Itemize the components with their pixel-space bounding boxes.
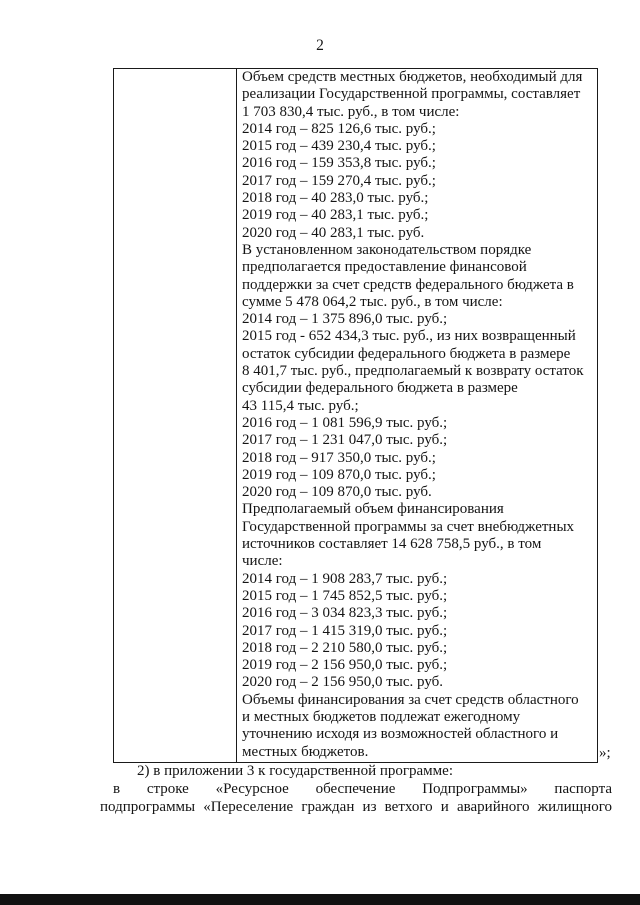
closing-quote: »; [599, 745, 611, 761]
table-text-line: остаток субсидии федерального бюджета в размере [242, 345, 571, 362]
table-right-cell [237, 69, 597, 762]
table-text-line: поддержки за счет средств федерального бюджета в [242, 276, 574, 293]
table-text-line: 2018 год – 40 283,0 тыс. руб.; [242, 190, 429, 207]
table-text-line: 2020 год – 2 156 950,0 тыс. руб. [242, 674, 444, 691]
table-left-cell-empty [114, 69, 237, 762]
table-text-line: Объемы финансирования за счет средств областного [242, 691, 579, 708]
after-table-text [100, 763, 612, 816]
table-text-line: 2019 год – 40 283,1 тыс. руб.; [242, 207, 429, 224]
table-text-line: 2016 год – 1 081 596,9 тыс. руб.; [242, 414, 448, 431]
table-text-line: 2014 год – 1 375 896,0 тыс. руб.; [242, 311, 448, 328]
page-number: 2 [316, 37, 324, 54]
table-text-line: 2015 год - 652 434,3 тыс. руб., из них возвращенный [242, 328, 576, 345]
table-text-line: Объем средств местных бюджетов, необходимый для [242, 69, 583, 85]
table-text-line: уточнению исходя из возможностей областного и [242, 726, 559, 743]
table-text-line: 43 115,4 тыс. руб.; [242, 397, 359, 414]
table-text-line: 2018 год – 2 210 580,0 тыс. руб.; [242, 639, 448, 656]
table-text-line: 2017 год – 159 270,4 тыс. руб.; [242, 172, 436, 189]
table-text-line: 2015 год – 439 230,4 тыс. руб.; [242, 138, 436, 155]
table-text-line: 2017 год – 1 415 319,0 тыс. руб.; [242, 622, 448, 639]
table-text-line: реализации Государственной программы, составляет [242, 86, 581, 103]
table-text-line: Предполагаемый объем финансирования [242, 501, 504, 518]
table-text-line: предполагается предоставление финансовой [242, 259, 527, 276]
table-text-line: 2020 год – 109 870,0 тыс. руб. [242, 484, 432, 501]
table-text-line: 1 703 830,4 тыс. руб., в том числе: [242, 103, 460, 120]
list-item-2: 2) в приложении 3 к государственной программе: [137, 763, 453, 779]
table-text-line: 2017 год – 1 231 047,0 тыс. руб.; [242, 432, 448, 449]
scan-edge-band [0, 894, 640, 905]
table-text-line: числе: [242, 553, 283, 570]
paragraph-line: в строке «Ресурсное обеспечение Подпрограммы» паспорта [113, 780, 612, 797]
table-text-line: 2014 год – 1 908 283,7 тыс. руб.; [242, 570, 448, 587]
table-text-line: 2019 год – 2 156 950,0 тыс. руб.; [242, 657, 448, 674]
table-text-line: 2016 год – 3 034 823,3 тыс. руб.; [242, 605, 448, 622]
table-text-line: 2018 год – 917 350,0 тыс. руб.; [242, 449, 436, 466]
table-text-line: 2016 год – 159 353,8 тыс. руб.; [242, 155, 436, 172]
table-text-line: Государственной программы за счет внебюджетных [242, 518, 575, 535]
table-text-line: местных бюджетов. [242, 743, 369, 760]
paragraph-line: подпрограммы «Переселение граждан из ветхого и аварийного жилищного [100, 798, 612, 815]
table-text-line: сумме 5 478 064,2 тыс. руб., в том числе: [242, 293, 503, 310]
table-text-line: 2015 год – 1 745 852,5 тыс. руб.; [242, 587, 448, 604]
resources-table [113, 68, 598, 763]
table-text-line: 2019 год – 109 870,0 тыс. руб.; [242, 466, 436, 483]
table-text-line: 8 401,7 тыс. руб., предполагаемый к возврату остаток [242, 363, 584, 380]
table-text-line: 2014 год – 825 126,6 тыс. руб.; [242, 120, 436, 137]
table-text-line: субсидии федерального бюджета в размере [242, 380, 518, 397]
table-text-line: 2020 год – 40 283,1 тыс. руб. [242, 224, 425, 241]
table-text-line: источников составляет 14 628 758,5 руб., в том [242, 536, 542, 553]
table-text-line: и местных бюджетов подлежат ежегодному [242, 708, 521, 725]
table-text-line: В установленном законодательством порядке [242, 241, 532, 258]
